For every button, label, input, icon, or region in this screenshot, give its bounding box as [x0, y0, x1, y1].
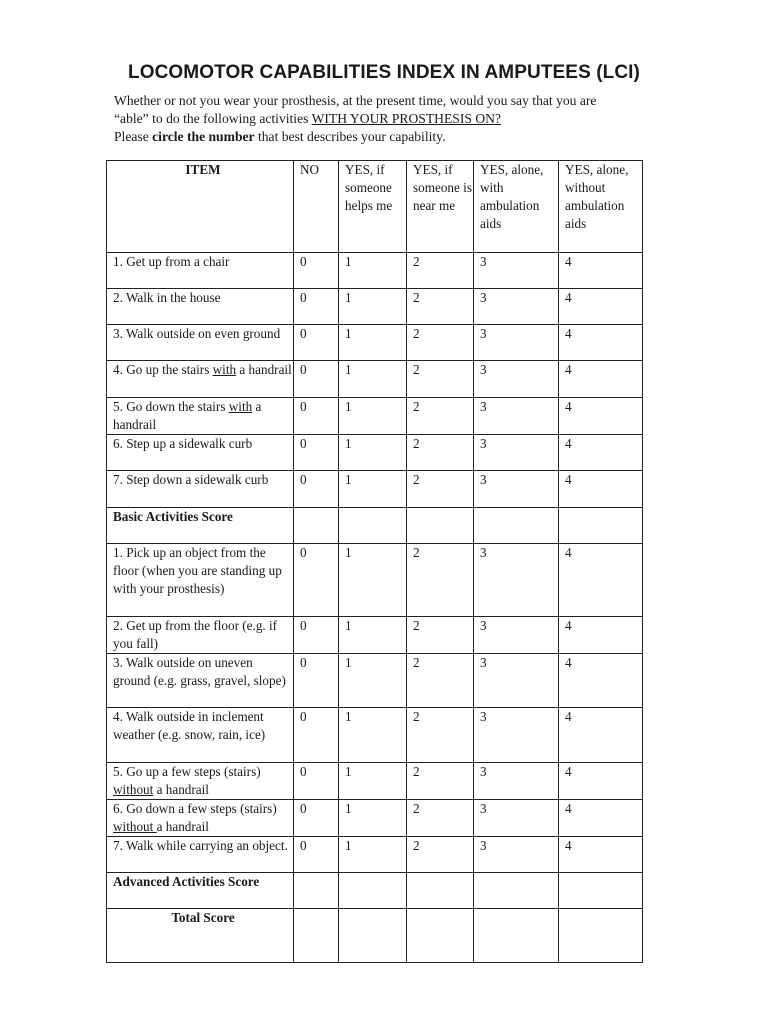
score-option-4[interactable]: 4: [559, 837, 643, 873]
advanced-activity-row: [107, 837, 643, 873]
score-option-0[interactable]: 0: [294, 398, 339, 435]
advanced-activities-score-label: Advanced Activities Score: [107, 873, 294, 909]
basic-activity-row: [107, 398, 643, 435]
score-option-0[interactable]: 0: [294, 708, 339, 763]
basic-activity-row: [107, 253, 643, 289]
basic-activities-score-row: [107, 508, 643, 544]
score-option-1[interactable]: 1: [339, 471, 407, 508]
score-option-4[interactable]: 4: [559, 654, 643, 708]
activity-label: 7. Step down a sidewalk curb: [107, 471, 294, 508]
instructions-line-1: Whether or not you wear your prosthesis, at the present time, would you say that you are: [114, 93, 597, 108]
activity-label: 1. Pick up an object from the floor (when you are standing up with your prosthesis): [107, 544, 294, 617]
score-option-3[interactable]: 3: [474, 471, 559, 508]
advanced-activities-score-cell[interactable]: [339, 873, 407, 909]
score-option-3[interactable]: 3: [474, 708, 559, 763]
score-option-2[interactable]: 2: [407, 654, 474, 708]
activity-label: 5. Go up a few steps (stairs) without a handrail: [107, 763, 294, 800]
advanced-activities-score-cell[interactable]: [294, 873, 339, 909]
score-option-4[interactable]: 4: [559, 435, 643, 471]
score-option-2[interactable]: 2: [407, 471, 474, 508]
score-option-0[interactable]: 0: [294, 837, 339, 873]
total-score-cell[interactable]: [474, 909, 559, 963]
score-option-2[interactable]: 2: [407, 361, 474, 398]
score-option-0[interactable]: 0: [294, 361, 339, 398]
header-yes-without-aids: YES, alone, without ambulation aids: [559, 161, 643, 253]
activity-label: 4. Go up the stairs with a handrail: [107, 361, 294, 398]
basic-activity-row: [107, 361, 643, 398]
score-option-3[interactable]: 3: [474, 289, 559, 325]
activity-label: 1. Get up from a chair: [107, 253, 294, 289]
score-option-1[interactable]: 1: [339, 654, 407, 708]
total-score-cell[interactable]: [339, 909, 407, 963]
score-option-4[interactable]: 4: [559, 763, 643, 800]
score-option-1[interactable]: 1: [339, 708, 407, 763]
total-score-row: [107, 909, 643, 963]
score-option-3[interactable]: 3: [474, 361, 559, 398]
basic-activities-score-cell[interactable]: [294, 508, 339, 544]
score-option-1[interactable]: 1: [339, 544, 407, 617]
score-option-1[interactable]: 1: [339, 289, 407, 325]
score-option-1[interactable]: 1: [339, 435, 407, 471]
score-option-4[interactable]: 4: [559, 800, 643, 837]
advanced-activity-row: [107, 544, 643, 617]
score-option-3[interactable]: 3: [474, 654, 559, 708]
basic-activities-score-cell[interactable]: [407, 508, 474, 544]
header-row: [107, 161, 643, 253]
circle-number-emphasis: circle the number: [152, 129, 255, 144]
total-score-cell[interactable]: [294, 909, 339, 963]
instructions-line-2: “able” to do the following activities WITH YOUR PROSTHESIS ON?: [114, 111, 501, 126]
basic-activity-row: [107, 471, 643, 508]
total-score-cell[interactable]: [407, 909, 474, 963]
score-option-3[interactable]: 3: [474, 325, 559, 361]
activity-label: 2. Walk in the house: [107, 289, 294, 325]
score-option-4[interactable]: 4: [559, 471, 643, 508]
score-option-3[interactable]: 3: [474, 435, 559, 471]
advanced-activities-score-cell[interactable]: [474, 873, 559, 909]
basic-activity-row: [107, 289, 643, 325]
header-yes-near: YES, if someone is near me: [407, 161, 474, 253]
basic-activities-score-cell[interactable]: [559, 508, 643, 544]
score-option-2[interactable]: 2: [407, 708, 474, 763]
score-option-0[interactable]: 0: [294, 544, 339, 617]
score-option-3[interactable]: 3: [474, 617, 559, 654]
basic-activity-row: [107, 435, 643, 471]
score-option-1[interactable]: 1: [339, 325, 407, 361]
score-option-3[interactable]: 3: [474, 837, 559, 873]
score-option-1[interactable]: 1: [339, 253, 407, 289]
header-yes-with-aids: YES, alone, with ambulation aids: [474, 161, 559, 253]
basic-activities-score-cell[interactable]: [474, 508, 559, 544]
advanced-activity-row: [107, 800, 643, 837]
score-option-1[interactable]: 1: [339, 800, 407, 837]
score-option-4[interactable]: 4: [559, 325, 643, 361]
score-option-0[interactable]: 0: [294, 617, 339, 654]
instructions: [114, 92, 674, 146]
score-option-3[interactable]: 3: [474, 800, 559, 837]
score-option-2[interactable]: 2: [407, 837, 474, 873]
score-option-4[interactable]: 4: [559, 617, 643, 654]
header-yes-helps: YES, if someone helps me: [339, 161, 407, 253]
basic-activities-score-label: Basic Activities Score: [107, 508, 294, 544]
score-option-1[interactable]: 1: [339, 617, 407, 654]
activity-label: 6. Go down a few steps (stairs) without a handrail: [107, 800, 294, 837]
activity-label: 3. Walk outside on uneven ground (e.g. grass, gravel, slope): [107, 654, 294, 708]
score-option-0[interactable]: 0: [294, 325, 339, 361]
advanced-activities-score-row: [107, 873, 643, 909]
score-option-4[interactable]: 4: [559, 361, 643, 398]
activity-label: 2. Get up from the floor (e.g. if you fall): [107, 617, 294, 654]
score-option-2[interactable]: 2: [407, 800, 474, 837]
score-option-2[interactable]: 2: [407, 289, 474, 325]
score-option-1[interactable]: 1: [339, 398, 407, 435]
score-option-0[interactable]: 0: [294, 800, 339, 837]
score-option-2[interactable]: 2: [407, 617, 474, 654]
score-option-4[interactable]: 4: [559, 708, 643, 763]
score-option-0[interactable]: 0: [294, 471, 339, 508]
activity-label: 4. Walk outside in inclement weather (e.g. snow, rain, ice): [107, 708, 294, 763]
activity-label: 6. Step up a sidewalk curb: [107, 435, 294, 471]
advanced-activities-score-cell[interactable]: [559, 873, 643, 909]
header-no: NO: [294, 161, 339, 253]
header-item: ITEM: [107, 161, 294, 253]
score-option-1[interactable]: 1: [339, 837, 407, 873]
prosthesis-on-emphasis: WITH YOUR PROSTHESIS ON?: [311, 111, 501, 126]
lci-table: [106, 160, 643, 963]
score-option-3[interactable]: 3: [474, 398, 559, 435]
score-option-2[interactable]: 2: [407, 544, 474, 617]
total-score-cell[interactable]: [559, 909, 643, 963]
score-option-4[interactable]: 4: [559, 289, 643, 325]
advanced-activity-row: [107, 763, 643, 800]
page-title: LOCOMOTOR CAPABILITIES INDEX IN AMPUTEES (LCI): [128, 62, 640, 83]
advanced-activity-row: [107, 654, 643, 708]
score-option-1[interactable]: 1: [339, 361, 407, 398]
advanced-activity-row: [107, 617, 643, 654]
score-option-1[interactable]: 1: [339, 763, 407, 800]
score-option-2[interactable]: 2: [407, 435, 474, 471]
score-option-0[interactable]: 0: [294, 289, 339, 325]
basic-activity-row: [107, 325, 643, 361]
score-option-0[interactable]: 0: [294, 763, 339, 800]
score-option-4[interactable]: 4: [559, 398, 643, 435]
score-option-0[interactable]: 0: [294, 435, 339, 471]
score-option-4[interactable]: 4: [559, 253, 643, 289]
score-option-2[interactable]: 2: [407, 325, 474, 361]
score-option-3[interactable]: 3: [474, 544, 559, 617]
activity-label: 7. Walk while carrying an object.: [107, 837, 294, 873]
advanced-activity-row: [107, 708, 643, 763]
score-option-3[interactable]: 3: [474, 763, 559, 800]
score-option-2[interactable]: 2: [407, 763, 474, 800]
basic-activities-score-cell[interactable]: [339, 508, 407, 544]
advanced-activities-score-cell[interactable]: [407, 873, 474, 909]
score-option-4[interactable]: 4: [559, 544, 643, 617]
score-option-2[interactable]: 2: [407, 398, 474, 435]
score-option-3[interactable]: 3: [474, 253, 559, 289]
activity-label: 5. Go down the stairs with a handrail: [107, 398, 294, 435]
score-option-2[interactable]: 2: [407, 253, 474, 289]
activity-label: 3. Walk outside on even ground: [107, 325, 294, 361]
instructions-line-3: Please circle the number that best describes your capability.: [114, 129, 446, 144]
score-option-0[interactable]: 0: [294, 253, 339, 289]
total-score-label: Total Score: [107, 909, 294, 963]
score-option-0[interactable]: 0: [294, 654, 339, 708]
